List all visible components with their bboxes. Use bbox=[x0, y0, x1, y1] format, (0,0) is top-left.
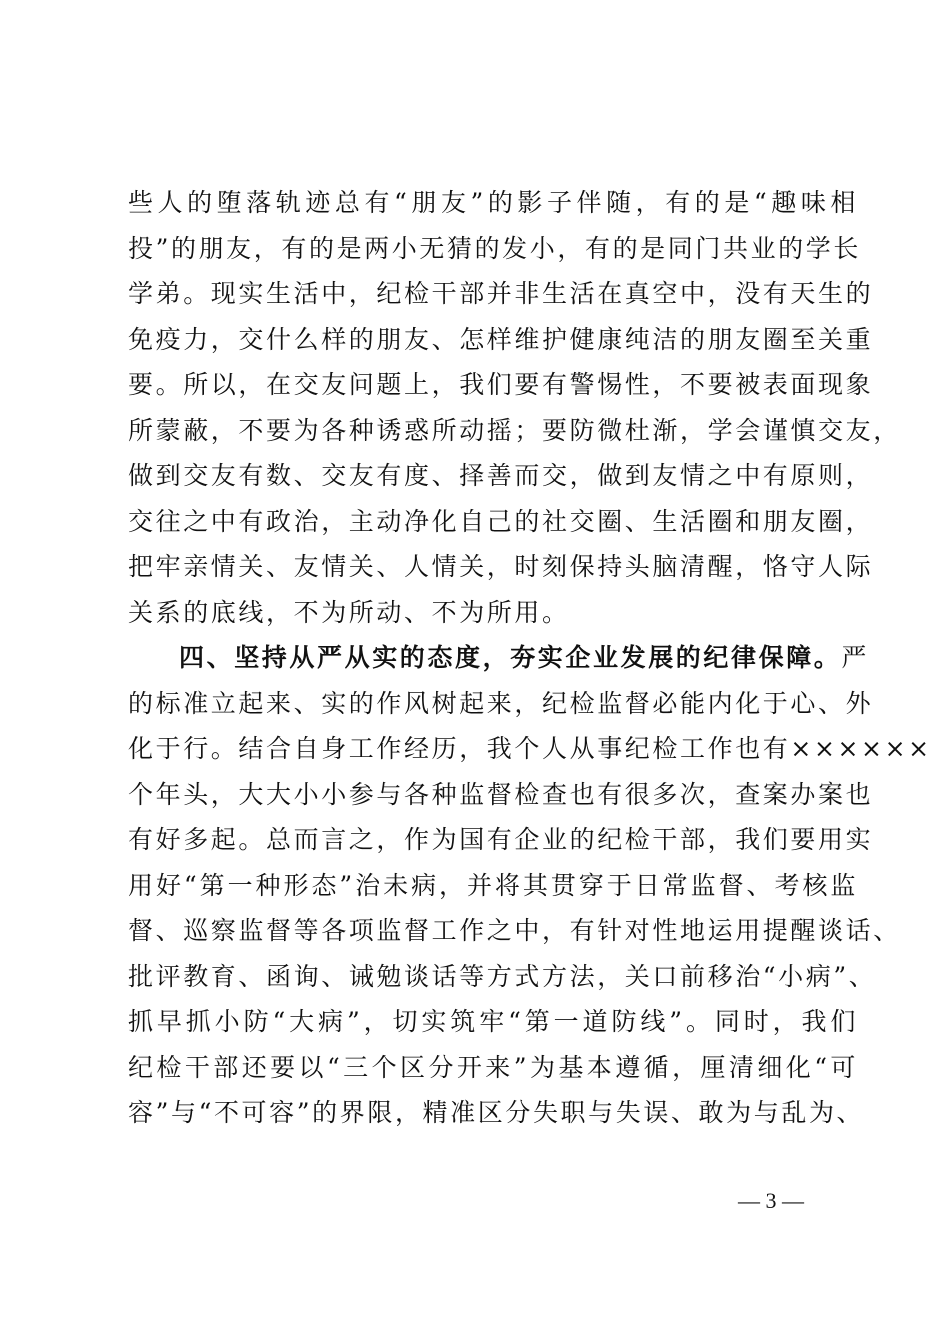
text-line: 学弟。现实生活中，纪检干部并非生活在真空中，没有天生的 bbox=[128, 279, 874, 308]
section-heading: 四、坚持从严从实的态度，夯实企业发展的纪律保障。 bbox=[179, 643, 842, 672]
text-line: 免疫力，交什么样的朋友、怎样维护健康纯洁的朋友圈至关重 bbox=[128, 324, 874, 354]
text-line: 有好多起。总而言之，作为国有企业的纪检干部，我们要用实 bbox=[128, 825, 874, 854]
text-line: 抓早抓小防“大病”，切实筑牢“第一道防线”。同时，我们 bbox=[128, 1007, 858, 1036]
text-line: 批评教育、函询、诫勉谈话等方式方法，关口前移治“小病”、 bbox=[128, 961, 877, 991]
text-line: 交往之中有政治，主动净化自己的社交圈、生活圈和朋友圈， bbox=[128, 506, 874, 536]
text-line: 做到交友有数、交友有度、择善而交，做到友情之中有原则， bbox=[128, 461, 874, 490]
text-line: 用好“第一种形态”治未病，并将其贯穿于日常监督、考核监 bbox=[128, 870, 858, 900]
text-line: 把牢亲情关、友情关、人情关，时刻保持头脑清醒，恪守人际 bbox=[128, 552, 874, 581]
text-line: 些人的堕落轨迹总有“朋友”的影子伴随，有的是“趣味相 bbox=[128, 188, 858, 217]
heading-line-tail: 严 bbox=[841, 643, 870, 672]
body-text bbox=[128, 180, 932, 1136]
text-line: 化于行。结合自身工作经历，我个人从事纪检工作也有×××××× bbox=[128, 734, 932, 763]
text-line: 个年头，大大小小参与各种监督检查也有很多次，查案办案也 bbox=[128, 779, 874, 809]
text-line: 关系的底线，不为所动、不为所用。 bbox=[128, 597, 570, 627]
text-line: 投”的朋友，有的是两小无猜的发小，有的是同门共业的学长 bbox=[128, 233, 861, 263]
page-number: — 3 — bbox=[738, 1188, 804, 1213]
text-line: 要。所以，在交友问题上，我们要有警惕性，不要被表面现象 bbox=[128, 370, 874, 399]
text-line: 所蒙蔽，不要为各种诱惑所动摇；要防微杜渐，学会谨慎交友， bbox=[128, 415, 901, 445]
text-line: 的标准立起来、实的作风树起来，纪检监督必能内化于心、外 bbox=[128, 688, 874, 718]
paragraph-discipline bbox=[128, 635, 932, 1136]
paragraph-friendship bbox=[128, 180, 901, 635]
text-line: 纪检干部还要以“三个区分开来”为基本遵循，厘清细化“可 bbox=[128, 1052, 858, 1082]
text-line: 督、巡察监督等各项监督工作之中，有针对性地运用提醒谈话、 bbox=[128, 916, 901, 945]
section-heading-line bbox=[128, 635, 870, 681]
text-line: 容”与“不可容”的界限，精准区分失职与失误、敢为与乱为、 bbox=[128, 1098, 865, 1127]
